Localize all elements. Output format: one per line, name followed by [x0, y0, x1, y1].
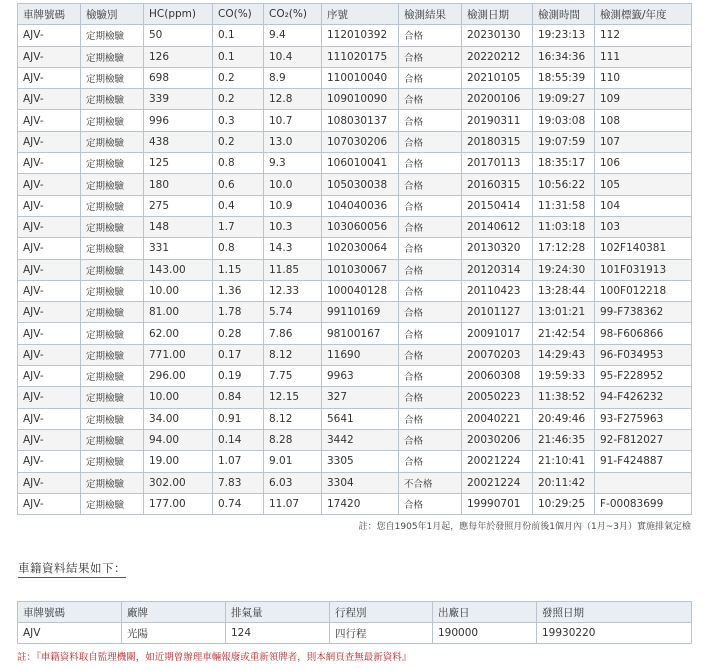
- cell-serial: 104040036: [322, 195, 399, 216]
- cell-co: 0.1: [213, 46, 264, 67]
- inspection-row: [18, 89, 692, 110]
- cell-co: 7.83: [213, 472, 264, 493]
- cell-plate: AJV-: [18, 259, 81, 280]
- cell-plate: AJV-: [18, 302, 81, 323]
- cell-co: 0.2: [213, 89, 264, 110]
- cell-label: 106: [595, 153, 692, 174]
- cell-serial: 100040128: [322, 280, 399, 301]
- cell-plate: AJV-: [18, 451, 81, 472]
- cell-serial: 3442: [322, 429, 399, 450]
- cell-hc: 50: [144, 25, 213, 46]
- cell-result: 合格: [399, 387, 462, 408]
- cell-date: 20140612: [462, 216, 533, 237]
- cell-serial: 109010090: [322, 89, 399, 110]
- vehicle-brand-header: 廠牌: [122, 602, 226, 623]
- cell-co: 0.84: [213, 387, 264, 408]
- cell-label: 101F031913: [595, 259, 692, 280]
- inspection-row: [18, 366, 692, 387]
- inspection-row: [18, 280, 692, 301]
- inspection-row: [18, 323, 692, 344]
- col-co-header: CO(%): [213, 4, 264, 25]
- cell-result: 不合格: [399, 472, 462, 493]
- cell-result: 合格: [399, 280, 462, 301]
- col-label-header: 檢測標籤/年度: [595, 4, 692, 25]
- cell-result: 合格: [399, 131, 462, 152]
- cell-time: 19:24:30: [533, 259, 595, 280]
- cell-hc: 143.00: [144, 259, 213, 280]
- cell-date: 20030206: [462, 429, 533, 450]
- cell-label: 112: [595, 25, 692, 46]
- vehicle-brand: 光陽: [122, 623, 226, 644]
- cell-result: 合格: [399, 493, 462, 514]
- cell-hc: 698: [144, 67, 213, 88]
- cell-time: 14:29:43: [533, 344, 595, 365]
- cell-type: 定期檢驗: [81, 472, 144, 493]
- cell-date: 20170113: [462, 153, 533, 174]
- cell-type: 定期檢驗: [81, 131, 144, 152]
- cell-co2: 12.33: [264, 280, 322, 301]
- cell-co2: 5.74: [264, 302, 322, 323]
- cell-co: 1.78: [213, 302, 264, 323]
- cell-date: 20060308: [462, 366, 533, 387]
- cell-time: 21:10:41: [533, 451, 595, 472]
- cell-hc: 771.00: [144, 344, 213, 365]
- cell-result: 合格: [399, 302, 462, 323]
- cell-type: 定期檢驗: [81, 451, 144, 472]
- cell-serial: 5641: [322, 408, 399, 429]
- inspection-row: [18, 472, 692, 493]
- vehicle-plate-header: 車牌號碼: [18, 602, 122, 623]
- cell-plate: AJV-: [18, 472, 81, 493]
- inspection-row: [18, 387, 692, 408]
- cell-label: 100F012218: [595, 280, 692, 301]
- cell-result: 合格: [399, 89, 462, 110]
- vehicle-manufacture-date: 190000: [433, 623, 537, 644]
- cell-co2: 10.9: [264, 195, 322, 216]
- cell-co: 0.74: [213, 493, 264, 514]
- cell-co: 1.36: [213, 280, 264, 301]
- inspection-header-row: [18, 4, 692, 25]
- col-time-header: 檢測時間: [533, 4, 595, 25]
- cell-date: 20091017: [462, 323, 533, 344]
- cell-plate: AJV-: [18, 67, 81, 88]
- cell-label: 102F140381: [595, 238, 692, 259]
- cell-co: 0.28: [213, 323, 264, 344]
- cell-co2: 11.85: [264, 259, 322, 280]
- cell-serial: 101030067: [322, 259, 399, 280]
- cell-plate: AJV-: [18, 131, 81, 152]
- cell-type: 定期檢驗: [81, 216, 144, 237]
- cell-label: 111: [595, 46, 692, 67]
- vehicle-section-title: 車籍資料結果如下：: [18, 560, 126, 578]
- cell-type: 定期檢驗: [81, 25, 144, 46]
- cell-type: 定期檢驗: [81, 387, 144, 408]
- cell-co: 0.19: [213, 366, 264, 387]
- cell-date: 20110423: [462, 280, 533, 301]
- cell-serial: 102030064: [322, 238, 399, 259]
- cell-co2: 10.4: [264, 46, 322, 67]
- vehicle-manufacture-date-header: 出廠日: [433, 602, 537, 623]
- cell-time: 19:59:33: [533, 366, 595, 387]
- cell-serial: 105030038: [322, 174, 399, 195]
- cell-serial: 99110169: [322, 302, 399, 323]
- vehicle-license-date-header: 發照日期: [537, 602, 692, 623]
- inspection-row: [18, 344, 692, 365]
- cell-co2: 9.4: [264, 25, 322, 46]
- cell-time: 11:03:18: [533, 216, 595, 237]
- cell-plate: AJV-: [18, 429, 81, 450]
- cell-co: 0.2: [213, 67, 264, 88]
- cell-serial: 3304: [322, 472, 399, 493]
- cell-plate: AJV-: [18, 195, 81, 216]
- cell-co2: 12.15: [264, 387, 322, 408]
- inspection-row: [18, 259, 692, 280]
- cell-co2: 13.0: [264, 131, 322, 152]
- inspection-row: [18, 131, 692, 152]
- cell-co: 0.2: [213, 131, 264, 152]
- cell-plate: AJV-: [18, 153, 81, 174]
- cell-plate: AJV-: [18, 216, 81, 237]
- cell-serial: 103060056: [322, 216, 399, 237]
- vehicle-stroke-header: 行程別: [330, 602, 433, 623]
- cell-type: 定期檢驗: [81, 174, 144, 195]
- cell-result: 合格: [399, 429, 462, 450]
- cell-result: 合格: [399, 344, 462, 365]
- inspection-row: [18, 451, 692, 472]
- cell-date: 20220212: [462, 46, 533, 67]
- cell-hc: 177.00: [144, 493, 213, 514]
- cell-co: 0.6: [213, 174, 264, 195]
- cell-co: 1.15: [213, 259, 264, 280]
- cell-serial: 3305: [322, 451, 399, 472]
- cell-co: 0.8: [213, 153, 264, 174]
- cell-date: 19990701: [462, 493, 533, 514]
- cell-hc: 126: [144, 46, 213, 67]
- inspection-row: [18, 174, 692, 195]
- cell-date: 20200106: [462, 89, 533, 110]
- cell-date: 20160315: [462, 174, 533, 195]
- inspection-row: [18, 25, 692, 46]
- cell-hc: 10.00: [144, 280, 213, 301]
- cell-label: 109: [595, 89, 692, 110]
- cell-date: 20150414: [462, 195, 533, 216]
- vehicle-plate: AJV: [18, 623, 122, 644]
- cell-plate: AJV-: [18, 387, 81, 408]
- cell-hc: 438: [144, 131, 213, 152]
- cell-label: 94-F426232: [595, 387, 692, 408]
- cell-result: 合格: [399, 451, 462, 472]
- cell-result: 合格: [399, 110, 462, 131]
- cell-label: 92-F812027: [595, 429, 692, 450]
- cell-label: 96-F034953: [595, 344, 692, 365]
- vehicle-displacement: 124: [226, 623, 330, 644]
- col-result-header: 檢測結果: [399, 4, 462, 25]
- cell-plate: AJV-: [18, 89, 81, 110]
- cell-result: 合格: [399, 216, 462, 237]
- cell-time: 18:55:39: [533, 67, 595, 88]
- cell-date: 20070203: [462, 344, 533, 365]
- cell-label: 93-F275963: [595, 408, 692, 429]
- cell-time: 13:01:21: [533, 302, 595, 323]
- cell-hc: 10.00: [144, 387, 213, 408]
- cell-co: 1.07: [213, 451, 264, 472]
- cell-label: 103: [595, 216, 692, 237]
- cell-date: 20040221: [462, 408, 533, 429]
- cell-co: 0.91: [213, 408, 264, 429]
- cell-co: 0.1: [213, 25, 264, 46]
- cell-time: 11:31:58: [533, 195, 595, 216]
- cell-date: 20230130: [462, 25, 533, 46]
- cell-co: 0.8: [213, 238, 264, 259]
- cell-co: 1.7: [213, 216, 264, 237]
- cell-co2: 12.8: [264, 89, 322, 110]
- inspection-note: 註：您自1905年1月起，應每年於發照月份前後1個月內（1月~3月）實施排氣定檢: [358, 522, 691, 532]
- cell-type: 定期檢驗: [81, 238, 144, 259]
- cell-plate: AJV-: [18, 408, 81, 429]
- cell-result: 合格: [399, 323, 462, 344]
- cell-type: 定期檢驗: [81, 153, 144, 174]
- cell-plate: AJV-: [18, 46, 81, 67]
- cell-label: F-00083699: [595, 493, 692, 514]
- cell-hc: 331: [144, 238, 213, 259]
- vehicle-displacement-header: 排氣量: [226, 602, 330, 623]
- cell-time: 19:09:27: [533, 89, 595, 110]
- cell-result: 合格: [399, 174, 462, 195]
- cell-co2: 9.3: [264, 153, 322, 174]
- inspection-row: [18, 238, 692, 259]
- cell-time: 10:56:22: [533, 174, 595, 195]
- cell-type: 定期檢驗: [81, 366, 144, 387]
- cell-plate: AJV-: [18, 110, 81, 131]
- cell-type: 定期檢驗: [81, 46, 144, 67]
- cell-co2: 10.7: [264, 110, 322, 131]
- cell-time: 20:11:42: [533, 472, 595, 493]
- cell-time: 20:49:46: [533, 408, 595, 429]
- cell-co: 0.17: [213, 344, 264, 365]
- cell-time: 16:34:36: [533, 46, 595, 67]
- cell-time: 19:07:59: [533, 131, 595, 152]
- vehicle-header-row: [18, 602, 692, 623]
- cell-hc: 148: [144, 216, 213, 237]
- inspection-row: [18, 67, 692, 88]
- inspection-row: [18, 302, 692, 323]
- col-hc-header: HC(ppm): [144, 4, 213, 25]
- cell-result: 合格: [399, 25, 462, 46]
- cell-time: 11:38:52: [533, 387, 595, 408]
- cell-serial: 98100167: [322, 323, 399, 344]
- cell-serial: 9963: [322, 366, 399, 387]
- cell-hc: 94.00: [144, 429, 213, 450]
- cell-hc: 996: [144, 110, 213, 131]
- col-date-header: 檢測日期: [462, 4, 533, 25]
- cell-type: 定期檢驗: [81, 280, 144, 301]
- cell-time: 13:28:44: [533, 280, 595, 301]
- cell-serial: 106010041: [322, 153, 399, 174]
- cell-result: 合格: [399, 238, 462, 259]
- cell-date: 20021224: [462, 451, 533, 472]
- cell-label: 91-F424887: [595, 451, 692, 472]
- cell-hc: 339: [144, 89, 213, 110]
- cell-date: 20210105: [462, 67, 533, 88]
- cell-time: 21:46:35: [533, 429, 595, 450]
- cell-co2: 6.03: [264, 472, 322, 493]
- cell-plate: AJV-: [18, 25, 81, 46]
- cell-result: 合格: [399, 195, 462, 216]
- cell-serial: 11690: [322, 344, 399, 365]
- cell-label: 95-F228952: [595, 366, 692, 387]
- cell-type: 定期檢驗: [81, 344, 144, 365]
- cell-co2: 11.07: [264, 493, 322, 514]
- col-serial-header: 序號: [322, 4, 399, 25]
- cell-label: 104: [595, 195, 692, 216]
- inspection-row: [18, 408, 692, 429]
- cell-co2: 8.9: [264, 67, 322, 88]
- cell-label: 110: [595, 67, 692, 88]
- cell-type: 定期檢驗: [81, 323, 144, 344]
- cell-date: 20021224: [462, 472, 533, 493]
- cell-type: 定期檢驗: [81, 408, 144, 429]
- cell-serial: 17420: [322, 493, 399, 514]
- cell-plate: AJV-: [18, 344, 81, 365]
- cell-serial: 110010040: [322, 67, 399, 88]
- cell-result: 合格: [399, 259, 462, 280]
- cell-co2: 7.75: [264, 366, 322, 387]
- cell-plate: AJV-: [18, 366, 81, 387]
- vehicle-stroke: 四行程: [330, 623, 433, 644]
- cell-plate: AJV-: [18, 323, 81, 344]
- cell-co: 0.14: [213, 429, 264, 450]
- cell-type: 定期檢驗: [81, 302, 144, 323]
- cell-co2: 10.3: [264, 216, 322, 237]
- cell-hc: 275: [144, 195, 213, 216]
- inspection-row: [18, 216, 692, 237]
- cell-hc: 296.00: [144, 366, 213, 387]
- cell-co2: 7.86: [264, 323, 322, 344]
- cell-result: 合格: [399, 153, 462, 174]
- cell-type: 定期檢驗: [81, 67, 144, 88]
- vehicle-license-date: 19930220: [537, 623, 692, 644]
- col-plate-header: 車牌號碼: [18, 4, 81, 25]
- cell-result: 合格: [399, 67, 462, 88]
- cell-type: 定期檢驗: [81, 89, 144, 110]
- cell-date: 20180315: [462, 131, 533, 152]
- cell-label: 105: [595, 174, 692, 195]
- cell-date: 20190311: [462, 110, 533, 131]
- cell-time: 17:12:28: [533, 238, 595, 259]
- cell-serial: 107030206: [322, 131, 399, 152]
- cell-time: 10:29:25: [533, 493, 595, 514]
- cell-date: 20050223: [462, 387, 533, 408]
- data-source-warning: 註：『車籍資料取自監理機關，如近期曾辦理車輛報廢或重新領牌者，則本網頁查無最新資料』: [17, 652, 412, 663]
- cell-co2: 9.01: [264, 451, 322, 472]
- cell-plate: AJV-: [18, 493, 81, 514]
- cell-type: 定期檢驗: [81, 110, 144, 131]
- cell-plate: AJV-: [18, 238, 81, 259]
- cell-co2: 8.12: [264, 344, 322, 365]
- cell-plate: AJV-: [18, 280, 81, 301]
- cell-co: 0.4: [213, 195, 264, 216]
- cell-serial: 108030137: [322, 110, 399, 131]
- cell-date: 20101127: [462, 302, 533, 323]
- cell-hc: 180: [144, 174, 213, 195]
- cell-result: 合格: [399, 366, 462, 387]
- cell-co2: 14.3: [264, 238, 322, 259]
- cell-hc: 62.00: [144, 323, 213, 344]
- cell-label: 107: [595, 131, 692, 152]
- cell-serial: 112010392: [322, 25, 399, 46]
- inspection-row: [18, 153, 692, 174]
- cell-hc: 302.00: [144, 472, 213, 493]
- cell-hc: 81.00: [144, 302, 213, 323]
- col-co2-header: CO₂(%): [264, 4, 322, 25]
- cell-result: 合格: [399, 408, 462, 429]
- cell-co2: 10.0: [264, 174, 322, 195]
- cell-date: 20130320: [462, 238, 533, 259]
- cell-label: 99-F738362: [595, 302, 692, 323]
- cell-time: 19:23:13: [533, 25, 595, 46]
- cell-co2: 8.28: [264, 429, 322, 450]
- cell-label: 98-F606866: [595, 323, 692, 344]
- cell-date: 20120314: [462, 259, 533, 280]
- cell-result: 合格: [399, 46, 462, 67]
- cell-serial: 327: [322, 387, 399, 408]
- cell-hc: 19.00: [144, 451, 213, 472]
- cell-co: 0.3: [213, 110, 264, 131]
- vehicle-registration-table: [17, 601, 692, 644]
- cell-time: 21:42:54: [533, 323, 595, 344]
- cell-type: 定期檢驗: [81, 195, 144, 216]
- cell-time: 18:35:17: [533, 153, 595, 174]
- cell-label: [595, 472, 692, 493]
- cell-co2: 8.12: [264, 408, 322, 429]
- inspection-row: [18, 429, 692, 450]
- inspection-row: [18, 46, 692, 67]
- inspection-row: [18, 195, 692, 216]
- cell-plate: AJV-: [18, 174, 81, 195]
- cell-hc: 34.00: [144, 408, 213, 429]
- cell-label: 108: [595, 110, 692, 131]
- col-type-header: 檢驗別: [81, 4, 144, 25]
- cell-hc: 125: [144, 153, 213, 174]
- cell-time: 19:03:08: [533, 110, 595, 131]
- cell-type: 定期檢驗: [81, 259, 144, 280]
- inspection-records-table: [17, 3, 692, 515]
- inspection-row: [18, 493, 692, 514]
- inspection-row: [18, 110, 692, 131]
- vehicle-row: [18, 623, 692, 644]
- cell-type: 定期檢驗: [81, 493, 144, 514]
- cell-type: 定期檢驗: [81, 429, 144, 450]
- cell-serial: 111020175: [322, 46, 399, 67]
